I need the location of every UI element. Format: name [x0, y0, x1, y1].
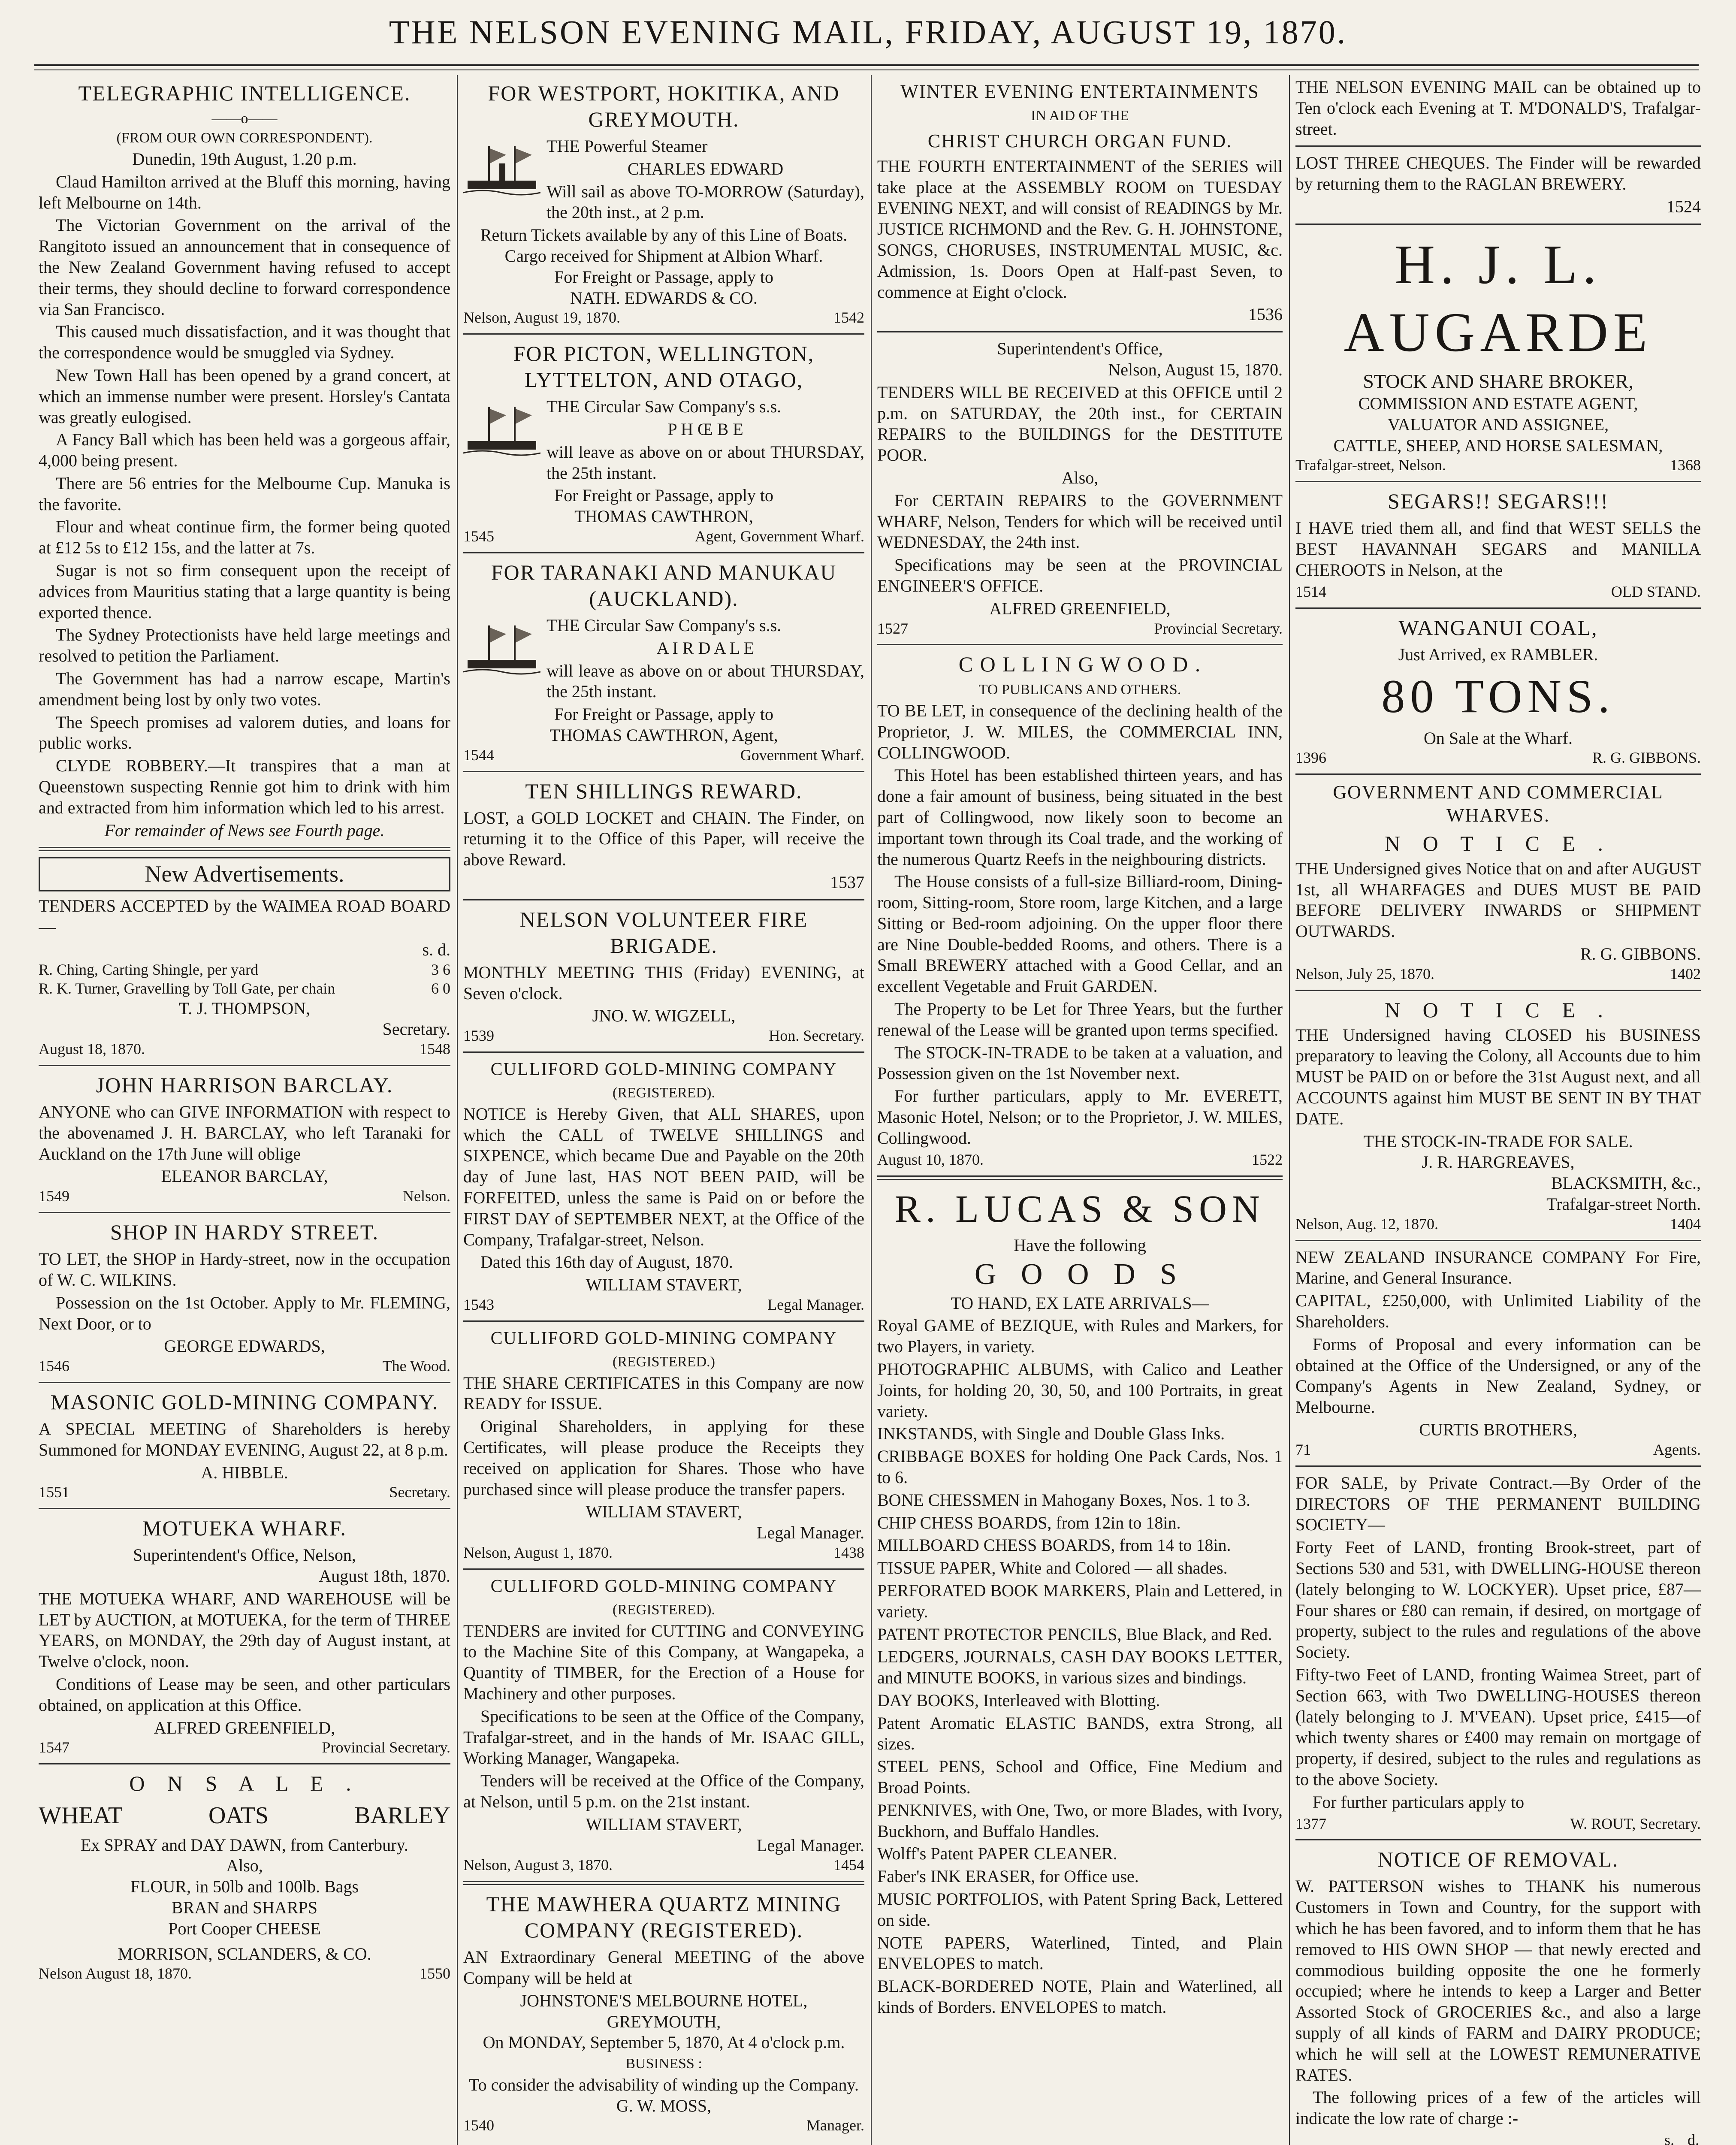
lucas-item: TISSUE PAPER, White and Colored — all shades.	[877, 1558, 1228, 1578]
reward-text: LOST, a GOLD LOCKET and CHAIN. The Finder, on returning it to the Office of this Paper, will receive the above Reward.	[463, 808, 864, 870]
new-advertisements-banner: New Advertisements.	[39, 857, 450, 891]
ad-number: 1536	[1248, 305, 1283, 324]
signer: R. G. GIBBONS.	[1580, 944, 1701, 964]
reward-title: TEN SHILLINGS REWARD.	[525, 779, 803, 803]
business-label: BUSINESS :	[625, 2056, 702, 2072]
ad-number: 1396	[1295, 749, 1326, 767]
role: Provincial Secretary.	[322, 1739, 450, 1756]
ad-number: 1454	[833, 1856, 864, 1874]
culliford-text: TENDERS are invited for CUTTING and CONVEYING to the Machine Site of this Company, at Wangapeka, a Quantity of TIMBER, for the Erection of a House for Machinery and other purposes.	[463, 1621, 864, 1703]
on-sale-title: O N S A L E .	[129, 1771, 360, 1796]
date: August 18, 1870.	[39, 1040, 145, 1058]
divider: ——o——	[211, 111, 278, 127]
augarde-line: CATTLE, SHEEP, AND HORSE SALESMAN,	[1333, 435, 1663, 455]
signer: T. J. THOMPSON,	[178, 998, 311, 1018]
trade: BLACKSMITH, &c.,	[1551, 1173, 1701, 1193]
date: Nelson, August 3, 1870.	[463, 1856, 613, 1874]
price-table	[1295, 2131, 1701, 2145]
role: Agents.	[1653, 1441, 1701, 1458]
ad-number: 1514	[1295, 583, 1326, 600]
divider-rule	[1295, 481, 1701, 482]
collingwood-text: For further particulars, apply to Mr. EVERETT, Masonic Hotel, Nelson; or to the Proprietor, J. W. MILES, Collingwood.	[877, 1086, 1283, 1148]
divider-rule	[877, 1175, 1283, 1180]
barclay-title: JOHN HARRISON BARCLAY.	[96, 1073, 393, 1097]
currency-head: s. d.	[422, 940, 450, 959]
role: Provincial Secretary.	[1154, 619, 1283, 637]
ad-number: 1547	[39, 1739, 69, 1756]
motueka-title: MOTUEKA WHARF.	[142, 1516, 347, 1541]
coal-title: WANGANUI COAL,	[1398, 615, 1598, 640]
lucas-item: PATENT PROTECTOR PENCILS, Blue Black, and Red.	[877, 1624, 1272, 1644]
news-paragraph: Claud Hamilton arrived at the Bluff this morning, having left Melbourne on 14th.	[39, 172, 450, 212]
date: Nelson, August 19, 1870.	[463, 309, 621, 326]
barclay-text: ANYONE who can GIVE INFORMATION with respect to the abovenamed J. H. BARCLAY, who left Taranaki for Auckland on the 17th June will oblige	[39, 1102, 450, 1163]
signer: WILLIAM STAVERT,	[586, 1814, 742, 1834]
divider-rule	[463, 1568, 864, 1570]
wharves-text: THE Undersigned gives Notice that on and after AUGUST 1st, all WHARFAGES and DUES MUST BE PAID BEFORE DELIVERY INWARDS or SHIPMENT OUTWARDS.	[1295, 858, 1701, 941]
augarde-line: VALUATOR AND ASSIGNEE,	[1387, 414, 1609, 434]
ship-name: A I R D A L E	[656, 638, 755, 658]
masthead-rule	[34, 64, 1699, 70]
signer: G. W. MOSS,	[616, 2096, 712, 2115]
lucas-item: CRIBBAGE BOXES for holding One Pack Cards, Nos. 1 to 6.	[877, 1447, 1283, 1487]
divider-rule	[39, 1763, 450, 1764]
signer: R. G. GIBBONS.	[1592, 749, 1701, 767]
ad-number: 1543	[463, 1296, 494, 1314]
motueka-text: Conditions of Lease may be seen, and other particulars obtained, on application at this Office.	[39, 1674, 450, 1715]
divider-rule	[39, 847, 450, 851]
news-paragraph: The Victorian Government on the arrival of the Rangitoto issued an announcement that in consequence of the New Zealand Government having refused to accept their terms, they should decline to forward correspondence via San Francisco.	[39, 215, 450, 319]
culliford-title: CULLIFORD GOLD-MINING COMPANY	[490, 1060, 837, 1080]
collingwood-text: TO BE LET, in consequence of the declining health of the Proprietor, J. W. MILES, the COMMERCIAL INN, COLLINGWOOD.	[877, 701, 1283, 762]
winter-sub: IN AID OF THE	[1031, 107, 1129, 124]
augarde-line: STOCK AND SHARE BROKER,	[1363, 370, 1633, 392]
hargreaves-sub: THE STOCK-IN-TRADE FOR SALE.	[1363, 1131, 1633, 1151]
coal-sub: Just Arrived, ex RAMBLER.	[1398, 644, 1598, 664]
ship-name: CHARLES EDWARD	[627, 159, 784, 178]
picton-text: THE Circular Saw Company's s.s.	[546, 397, 782, 417]
signer: ALFRED GREENFIELD,	[154, 1718, 335, 1737]
forsale-text: For further particulars apply to	[1313, 1792, 1525, 1812]
forsale-text: FOR SALE, by Private Contract.—By Order of the DIRECTORS OF THE PERMANENT BUILDING SOCIETY—	[1295, 1473, 1701, 1535]
place: The Wood.	[382, 1357, 450, 1375]
divider-rule	[877, 331, 1283, 332]
ad-number: 1524	[1667, 196, 1701, 216]
lucas-item: Faber's INK ERASER, for Office use.	[877, 1867, 1139, 1886]
steamer-ship-icon	[463, 398, 540, 462]
ad-number: 1402	[1670, 965, 1701, 982]
tender-amount: 6 0	[431, 979, 450, 997]
ad-number: 1546	[39, 1357, 69, 1375]
signer: ALFRED GREENFIELD,	[989, 598, 1171, 618]
date: Nelson, July 25, 1870.	[1295, 965, 1434, 982]
news-paragraph: This caused much dissatisfaction, and it was thought that the correspondence would be smuggled via Sydney.	[39, 322, 450, 363]
westport-text: For Freight or Passage, apply to	[554, 267, 774, 287]
lost-cheques: LOST THREE CHEQUES. The Finder will be rewarded by returning them to the RAGLAN BREWERY.	[1295, 153, 1701, 194]
divider-rule	[463, 1881, 864, 1885]
taranaki-text: For Freight or Passage, apply to	[554, 704, 774, 724]
forsale-text: Fifty-two Feet of LAND, fronting Waimea Street, part of Section 663, with Two DWELLING-HOUSES thereon (lately belonging to J. M'VEAN). Upset price, £415—of which twenty shares or £400 may remain on mortgage of property, if desired, subject to the rules and regulations as to the above Society.	[1295, 1665, 1701, 1789]
role: Hon. Secretary.	[769, 1027, 864, 1045]
address: Trafalgar-street, Nelson.	[1295, 456, 1446, 474]
tender-amount: 3 6	[431, 961, 450, 978]
ad-number: 1549	[39, 1187, 69, 1205]
divider-rule	[39, 1065, 450, 1066]
ad-number: 1438	[833, 1544, 864, 1561]
divider-rule	[463, 552, 864, 553]
venue: JOHNSTONE'S MELBOURNE HOTEL, GREYMOUTH,	[520, 1991, 808, 2031]
westport-text: Return Tickets available by any of this Line of Boats.	[480, 225, 848, 245]
lucas-item: PERFORATED BOOK MARKERS, Plain and Lettered, in variety.	[877, 1580, 1283, 1621]
grain-oats: OATS	[208, 1802, 269, 1829]
ad-number: 71	[1295, 1441, 1311, 1458]
ad-number: 1544	[463, 746, 494, 764]
augarde-line: COMMISSION AND ESTATE AGENT,	[1358, 394, 1638, 414]
grain-wheat: WHEAT	[39, 1802, 123, 1829]
culliford-text: Tenders will be received at the Office of the Company, at Nelson, until 5 p.m. on the 21st instant.	[463, 1771, 864, 1811]
ad-number: 1539	[463, 1027, 494, 1045]
signer: WILLIAM STAVERT,	[586, 1502, 742, 1522]
steamer-ship-icon	[463, 617, 540, 681]
news-paragraph: There are 56 entries for the Melbourne Cup. Manuka is the favorite.	[39, 473, 450, 514]
collingwood-text: The Property to be Let for Three Years, but the further renewal of the Lease will be granted upon terms specified.	[877, 999, 1283, 1039]
collingwood-title: C O L L I N G W O O D .	[958, 652, 1202, 677]
registered: (REGISTERED.)	[613, 1354, 715, 1370]
date: Nelson, August 15, 1870.	[1108, 360, 1283, 379]
tenders-text: For CERTAIN REPAIRS to the GOVERNMENT WHARF, Nelson, Tenders for which will be received until WEDNESDAY, the 24th inst.	[877, 490, 1283, 552]
column-rule	[1289, 75, 1290, 2145]
lucas-item: MILLBOARD CHESS BOARDS, from 14 to 18in.	[877, 1535, 1231, 1555]
divider-rule	[1295, 145, 1701, 147]
divider-rule	[1295, 1839, 1701, 1840]
news-paragraph: The Speech promises ad valorem duties, and loans for public works.	[39, 712, 450, 753]
signer: CURTIS BROTHERS,	[1419, 1420, 1577, 1440]
onsale-line: Ex SPRAY and DAY DAWN, from Canterbury.	[81, 1835, 408, 1855]
divider-rule	[463, 899, 864, 900]
divider-rule	[877, 644, 1283, 645]
motueka-text: THE MOTUEKA WHARF, AND WAREHOUSE will be LET by AUCTION, at MOTUEKA, for the term of THREE YEARS, on MONDAY, the 29th day of August instant, at Twelve o'clock, noon.	[39, 1589, 450, 1671]
fire-text: MONTHLY MEETING THIS (Friday) EVENING, at Seven o'clock.	[463, 962, 864, 1003]
collingwood-text: The STOCK-IN-TRADE to be taken at a valuation, and Possession given on the 1st November next.	[877, 1042, 1283, 1083]
role: Secretary.	[389, 1483, 450, 1501]
signer: J. R. HARGREAVES,	[1422, 1152, 1575, 1172]
coal-tons: 80 TONS.	[1381, 670, 1615, 723]
masonic-text: A SPECIAL MEETING of Shareholders is hereby Summoned for MONDAY EVENING, August 22, at 8 p.m.	[39, 1419, 450, 1459]
coal-onsale: On Sale at the Wharf.	[1424, 728, 1573, 748]
picton-text: For Freight or Passage, apply to	[554, 486, 774, 505]
address: Trafalgar-street North.	[1546, 1194, 1701, 1214]
lucas-item: Wolff's Patent PAPER CLEANER.	[877, 1844, 1117, 1864]
news-paragraph: Sugar is not so firm consequent upon the receipt of advices from Mauritius stating that a large quantity is being exported thence.	[39, 561, 450, 622]
signer: THOMAS CAWTHRON, Agent,	[549, 725, 778, 745]
news-paragraph: CLYDE ROBBERY.—It transpires that a man at Queenstown suspecting Rennie got him to drink with him and extracted from him information which led to his arrest.	[39, 756, 450, 817]
removal-text: W. PATTERSON wishes to THANK his numerous Customers in Town and Country, for the support with which he has been favored, and to inform them that he has removed to HIS OWN SHOP — that newly erected and commodious building opposite the one he formerly occupied; where he intends to keep a Larger and Better Assorted Stock of GROCERIES &c., and also a large supply of all kinds of FARM and DAIRY PRODUCE; which he will sell at the LOWEST REMUNERATIVE RATES.	[1295, 1876, 1701, 2085]
lucas-goods: G O O D S	[974, 1258, 1186, 1291]
date: Nelson, Aug. 12, 1870.	[1295, 1215, 1438, 1233]
lucas-item: CHIP CHESS BOARDS, from 12in to 18in.	[877, 1513, 1181, 1532]
lucas-item: Patent Aromatic ELASTIC BANDS, extra Strong, all sizes.	[877, 1713, 1283, 1754]
signer: GEORGE EDWARDS,	[164, 1336, 325, 1356]
removal-title: NOTICE OF REMOVAL.	[1377, 1847, 1619, 1872]
divider-rule	[1295, 1465, 1701, 1467]
price-head-s: s.	[1664, 2131, 1674, 2145]
insurance-capital: CAPITAL, £250,000, with Unlimited Liability of the Shareholders.	[1295, 1291, 1701, 1332]
divider-rule	[39, 1508, 450, 1509]
mail-notice: THE NELSON EVENING MAIL can be obtained up to Ten o'clock each Evening at T. M'DONALD'S, Trafalgar-street.	[1295, 77, 1701, 139]
remainder-note: For remainder of News see Fourth page.	[104, 820, 385, 840]
column-1	[39, 75, 450, 2145]
lucas-item: Royal GAME of BEZIQUE, with Rules and Markers, for two Players, in variety.	[877, 1316, 1283, 1356]
also: Also,	[1061, 468, 1099, 487]
divider-rule	[463, 771, 864, 772]
lucas-item: PHOTOGRAPHIC ALBUMS, with Calico and Leather Joints, for holding 20, 30, 50, and 100 Portraits, in great variety.	[877, 1359, 1283, 1421]
lucas-item: STEEL PENS, School and Office, Fine Medium and Broad Points.	[877, 1757, 1283, 1798]
hardy-text: TO LET, the SHOP in Hardy-street, now in the occupation of W. C. WILKINS.	[39, 1249, 450, 1290]
ad-number: 1542	[833, 309, 864, 326]
column-3	[877, 75, 1283, 2145]
winter-title: WINTER EVENING ENTERTAINMENTS	[900, 81, 1259, 102]
collingwood-text: This Hotel has been established thirteen years, and has done a fair amount of business, being situated in the best part of Collingwood, now likely soon to become an important town through its Coal trade, and the working of the numerous Quartz Reefs in the neighbouring districts.	[877, 765, 1283, 869]
registered: (REGISTERED).	[613, 1085, 715, 1101]
place: OLD STAND.	[1611, 583, 1701, 600]
ad-number: 1368	[1670, 456, 1701, 474]
ship-name: P H Œ B E	[667, 420, 743, 439]
divider-rule	[1295, 224, 1701, 225]
tender-line: R. K. Turner, Gravelling by Toll Gate, per chain	[39, 979, 335, 997]
wharves-title: GOVERNMENT AND COMMERCIAL WHARVES.	[1333, 782, 1664, 826]
grain-barley: BARLEY	[354, 1802, 450, 1829]
ad-number: 1404	[1670, 1215, 1701, 1233]
removal-text: The following prices of a few of the articles will indicate the low rate of charge :-	[1295, 2088, 1701, 2128]
westport-text: THE Powerful Steamer	[546, 136, 708, 156]
taranaki-title: FOR TARANAKI AND MANUKAU (AUCKLAND).	[491, 560, 837, 610]
augarde-name: H. J. L. AUGARDE	[1344, 233, 1653, 364]
date: August 10, 1870.	[877, 1151, 984, 1168]
insurance-text: NEW ZEALAND INSURANCE COMPANY For Fire, Marine, and General Insurance.	[1295, 1247, 1701, 1288]
lucas-item: BONE CHESSMEN in Mahogany Boxes, Nos. 1 to 3.	[877, 1490, 1251, 1510]
culliford-text: NOTICE is Hereby Given, that ALL SHARES, upon which the CALL of TWELVE SHILLINGS and SIXPENCE, which became Due and Payable on the 20th day of June last, HAS NOT BEEN PAID, will be FORFEITED, unless the same is Paid on or before the FIRST DAY of SEPTEMBER NEXT, at the Office of the Company, Trafalgar-street, Nelson.	[463, 1104, 864, 1249]
signer: THOMAS CAWTHRON,	[574, 507, 753, 526]
role: Agent, Government Wharf.	[694, 528, 864, 545]
ad-number: 1527	[877, 619, 908, 637]
divider-rule	[463, 1320, 864, 1322]
column-rule	[457, 75, 458, 2145]
culliford-text: THE SHARE CERTIFICATES in this Company are now READY for ISSUE.	[463, 1373, 864, 1414]
ad-number: 1550	[420, 1965, 450, 1982]
divider-rule	[39, 1212, 450, 1213]
fire-brigade-title: NELSON VOLUNTEER FIRE BRIGADE.	[519, 907, 808, 958]
segars-title: SEGARS!! SEGARS!!!	[1387, 489, 1609, 514]
winter-text: THE FOURTH ENTERTAINMENT of the SERIES will take place at the ASSEMBLY ROOM on TUESDAY EVENING NEXT, and will consist of READINGS by Mr. JUSTICE RICHMOND and the Rev. G. H. JOHNSTONE, SONGS, CHORUSES, INSTRUMENTAL MUSIC, &c. Admission, 1s. Doors Open at Half-past Seven, to commence at Eight o'clock.	[877, 156, 1283, 302]
divider-rule	[1295, 773, 1701, 775]
news-paragraph: A Fancy Ball which has been held was a gorgeous affair, 4,000 being present.	[39, 430, 450, 471]
sale-item: FLOUR, in 50lb and 100lb. Bags	[130, 1877, 359, 1897]
role: Manager.	[806, 2117, 864, 2134]
column-rule	[871, 75, 872, 2145]
ad-number: 1377	[1295, 1815, 1326, 1832]
role: Secretary.	[382, 1019, 450, 1039]
column-2	[463, 75, 864, 2145]
westport-text: Cargo received for Shipment at Albion Wharf.	[504, 246, 823, 266]
news-paragraph: Flour and wheat continue firm, the former being quoted at £12 5s to £12 15s, and the latter at 7s.	[39, 517, 450, 558]
waimea-tender: TENDERS ACCEPTED by the WAIMEA ROAD BOARD—	[39, 896, 450, 937]
meeting-time: On MONDAY, September 5, 1870, At 4 o'clock p.m.	[483, 2033, 845, 2052]
office: Superintendent's Office,	[997, 339, 1163, 359]
date: Nelson August 18, 1870.	[39, 1965, 192, 1982]
role: Legal Manager.	[767, 1296, 864, 1314]
tenders-text: TENDERS WILL BE RECEIVED at this OFFICE until 2 p.m. on SATURDAY, the 20th inst., for CERTAIN REPAIRS to the BUILDINGS for the DESTITUTE POOR.	[877, 382, 1283, 465]
tenders-text: Specifications may be seen at the PROVINCIAL ENGINEER'S OFFICE.	[877, 555, 1283, 595]
source-line: (FROM OUR OWN CORRESPONDENT).	[116, 130, 373, 146]
registered: (REGISTERED).	[613, 1602, 715, 1618]
divider-rule	[1295, 990, 1701, 991]
masonic-title: MASONIC GOLD-MINING COMPANY.	[50, 1390, 439, 1414]
signer: A. HIBBLE.	[201, 1462, 288, 1482]
westport-title: FOR WESTPORT, HOKITIKA, AND GREYMOUTH.	[488, 81, 840, 131]
lucas-have: Have the following	[1014, 1236, 1146, 1255]
notice-title: N O T I C E .	[1385, 997, 1612, 1022]
lucas-item: DAY BOOKS, Interleaved with Blotting.	[877, 1690, 1160, 1710]
role: Government Wharf.	[740, 746, 864, 764]
signer: MORRISON, SCLANDERS, & CO.	[118, 1944, 371, 1964]
lucas-item: LEDGERS, JOURNALS, CASH DAY BOOKS LETTER, and MINUTE BOOKS, in various sizes and bindings.	[877, 1647, 1283, 1688]
taranaki-text: will leave as above on or about THURSDAY, the 25th instant.	[546, 661, 864, 701]
ad-number: 1551	[39, 1483, 69, 1501]
price-head-d: d.	[1688, 2131, 1699, 2145]
lucas-item: BLACK-BORDERED NOTE, Plain and Waterlined, all kinds of Borders. ENVELOPES to match.	[877, 1976, 1283, 2017]
picton-text: will leave as above on or about THURSDAY, the 25th instant.	[546, 442, 864, 483]
collingwood-sub: TO PUBLICANS AND OTHERS.	[978, 682, 1181, 698]
lucas-item: MUSIC PORTFOLIOS, with Patent Spring Back, Lettered on side.	[877, 1889, 1283, 1930]
hargreaves-text: THE Undersigned having CLOSED his BUSINESS preparatory to leaving the Colony, all Accounts due to him MUST be PAID on or before the 31st August next, and all ACCOUNTS against him MUST BE SENT IN BY THAT DATE.	[1295, 1025, 1701, 1128]
role: Legal Manager.	[757, 1523, 864, 1543]
divider-rule	[39, 1382, 450, 1383]
culliford-title: CULLIFORD GOLD-MINING COMPANY	[490, 1328, 837, 1348]
news-paragraph: New Town Hall has been opened by a grand concert, at which an immense number were present. Horsley's Cantata was greatly eulogised.	[39, 365, 450, 427]
westport-text: Will sail as above TO-MORROW (Saturday), the 20th inst., at 2 p.m.	[546, 181, 864, 222]
notice-title: N O T I C E .	[1385, 831, 1612, 855]
hardy-title: SHOP IN HARDY STREET.	[110, 1220, 379, 1245]
news-paragraph: The Government has had a narrow escape, Martin's amendment being lost by only two votes.	[39, 669, 450, 709]
tender-line: R. Ching, Carting Shingle, per yard	[39, 961, 258, 978]
picton-title: FOR PICTON, WELLINGTON, LYTTELTON, AND OTAGO,	[513, 341, 815, 392]
divider-rule	[1295, 1240, 1701, 1241]
role: Legal Manager.	[757, 1835, 864, 1855]
winter-title-2: CHRIST CHURCH ORGAN FUND.	[927, 130, 1232, 152]
ad-number: 1545	[463, 528, 494, 545]
taranaki-text: THE Circular Saw Company's s.s.	[546, 615, 782, 635]
ad-number: 1522	[1252, 1151, 1283, 1168]
ad-number: 1537	[830, 873, 864, 892]
dateline: Dunedin, 19th August, 1.20 p.m.	[132, 149, 357, 169]
masthead: THE NELSON EVENING MAIL, FRIDAY, AUGUST 19, 1870.	[389, 13, 1347, 51]
lucas-arrivals: TO HAND, EX LATE ARRIVALS—	[951, 1293, 1209, 1313]
office: Superintendent's Office, Nelson,	[133, 1545, 356, 1565]
forsale-text: Forty Feet of LAND, fronting Brook-street, part of Sections 530 and 531, with DWELLING-HOUSE thereon (lately belonging to W. LOCKYER). Upset price, £87—Four shares or £80 can remain, if desired, on mortgage of property, subject to the rules and regulations of the above Society.	[1295, 1538, 1701, 1662]
mawhera-text: AN Extraordinary General MEETING of the above Company will be held at	[463, 1947, 864, 1988]
ad-number: 1548	[420, 1040, 450, 1058]
insurance-text: Forms of Proposal and every information can be obtained at the Office of the Undersigned, or any of the Company's Agents in New Zealand, Sydney, or Melbourne.	[1295, 1334, 1701, 1417]
telegraphic-title: TELEGRAPHIC INTELLIGENCE.	[78, 81, 411, 105]
lucas-item: INKSTANDS, with Single and Double Glass Inks.	[877, 1424, 1225, 1444]
culliford-text: Specifications to be seen at the Office of the Company, Trafalgar-street, and in the hands of Mr. ISAAC GILL, Working Manager, Wangapeka.	[463, 1706, 864, 1768]
divider-rule	[463, 333, 864, 335]
place: Nelson.	[403, 1187, 450, 1205]
price-head-row	[1295, 2131, 1701, 2145]
sale-item: BRAN and SHARPS	[171, 1898, 318, 1918]
signer: WILLIAM STAVERT,	[586, 1275, 742, 1295]
divider-rule	[1295, 607, 1701, 609]
lucas-item: NOTE PAPERS, Waterlined, Tinted, and Plain ENVELOPES to match.	[877, 1933, 1283, 1973]
hardy-text: Possession on the 1st October. Apply to Mr. FLEMING, Next Door, or to	[39, 1293, 450, 1333]
segars-text: I HAVE tried them all, and find that WEST SELLS the BEST HAVANNAH SEGARS and MANILLA CHEROOTS in Nelson, at the	[1295, 518, 1701, 580]
sale-item: Port Cooper CHEESE	[168, 1918, 321, 1938]
culliford-title: CULLIFORD GOLD-MINING COMPANY	[490, 1576, 837, 1596]
steamer-ship-icon	[463, 138, 540, 202]
divider-rule	[463, 1051, 864, 1053]
also: Also,	[226, 1856, 263, 1876]
date: August 18th, 1870.	[319, 1566, 450, 1586]
culliford-text: Dated this 16th day of August, 1870.	[480, 1252, 733, 1272]
news-paragraph: The Sydney Protectionists have held large meetings and resolved to petition the Parliament.	[39, 625, 450, 666]
culliford-text: Original Shareholders, in applying for these Certificates, will please produce the Receipts they received on application for Shares. Those who have purchased since will please produce the transfer papers.	[463, 1417, 864, 1499]
signer: JNO. W. WIGZELL,	[592, 1006, 736, 1026]
signer: W. ROUT, Secretary.	[1570, 1815, 1701, 1832]
signer: NATH. EDWARDS & CO.	[570, 288, 758, 308]
column-4	[1295, 75, 1701, 2145]
signer: ELEANOR BARCLAY,	[161, 1166, 328, 1186]
date: Nelson, August 1, 1870.	[463, 1544, 613, 1561]
lucas-item: PENKNIVES, with One, Two, or more Blades, with Ivory, Buckhorn, and Buffalo Handles.	[877, 1800, 1283, 1841]
collingwood-text: The House consists of a full-size Billiard-room, Dining-room, Sitting-room, Store room, large Kitchen, and a large Sitting or Bed-room adjoining. On the upper floor there are Nine Double-bedded Rooms, and others. There is a Small BREWERY attached with a Good Cellar, and an excellent Vegetable and Fruit GARDEN.	[877, 872, 1283, 996]
lucas-name: R. LUCAS & SON	[894, 1187, 1265, 1230]
mawhera-title: THE MAWHERA QUARTZ MINING COMPANY (REGISTERED).	[486, 1892, 842, 1943]
mawhera-text: To consider the advisability of winding up the Company.	[469, 2075, 859, 2094]
ad-number: 1540	[463, 2117, 494, 2134]
